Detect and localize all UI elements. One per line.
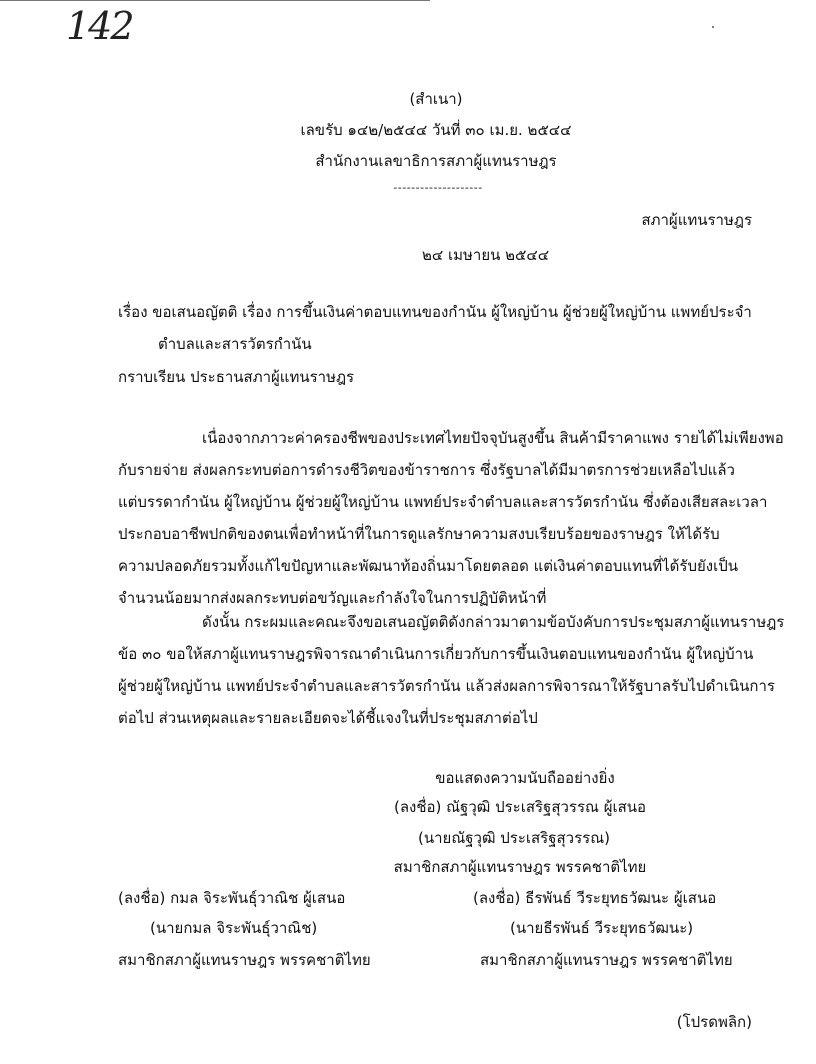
body-line-8: ข้อ ๓๐ ขอให้สภาผู้แทนราษฎรพิจารณาดำเนินการเกี่ยวกับการขึ้นเงินตอบแทนของกำนัน ผู้ใหญ่บ้าน <box>118 645 754 663</box>
header-separator: -------------------- <box>393 181 483 194</box>
signer-3-position: สมาชิกสภาผู้แทนราษฎร พรรคชาติไทย <box>480 951 733 969</box>
signer-3-name: (นายธีรพันธ์ วีระยุทธวัฒนะ) <box>510 919 694 937</box>
signer-1-signed: (ลงชื่อ) ณัฐวุฒิ ประเสริฐสุวรรณ ผู้เสนอ <box>393 798 647 816</box>
closing: ขอแสดงความนับถืออย่างยิ่ง <box>435 769 615 787</box>
signer-1-position: สมาชิกสภาผู้แทนราษฎร พรรคชาติไทย <box>393 858 647 876</box>
body-line-1: เนื่องจากภาวะค่าครองชีพของประเทศไทยปัจจุบันสูงขึ้น สินค้ามีราคาแพง รายได้ไม่เพียงพอ <box>202 429 784 447</box>
signer-2-position: สมาชิกสภาผู้แทนราษฎร พรรคชาติไทย <box>118 951 371 969</box>
secretariat-office: สำนักงานเลขาธิการสภาผู้แทนราษฎร <box>315 152 557 170</box>
please-turn-over: (โปรดพลิก) <box>676 1013 752 1031</box>
subject-line-1: เรื่อง ขอเสนอญัตติ เรื่อง การขึ้นเงินค่าตอบแทนของกำนัน ผู้ใหญ่บ้าน ผู้ช่วยผู้ใหญ่บ้าน แพทย์ประจำ <box>118 303 752 321</box>
receipt-number: เลขรับ ๑๔๒/๒๕๔๔ วันที่ ๓๐ เม.ย. ๒๕๔๔ <box>300 121 572 139</box>
body-line-9: ผู้ช่วยผู้ใหญ่บ้าน แพทย์ประจำตำบลและสารวัตรกำนัน แล้วส่งผลการพิจารณาให้รัฐบาลรับไปดำเนินการ <box>118 677 775 695</box>
body-line-4: ประกอบอาชีพปกติของตนเพื่อทำหน้าที่ในการดูแลรักษาความสงบเรียบร้อยของราษฎร ให้ได้รับ <box>118 525 720 543</box>
signer-1-name: (นายณัฐวุฒิ ประเสริฐสุวรรณ) <box>418 829 610 847</box>
body-line-10: ต่อไป ส่วนเหตุผลและรายละเอียดจะได้ชี้แจงในที่ประชุมสภาต่อไป <box>118 709 538 727</box>
signer-3-signed: (ลงชื่อ) ธีรพันธ์ วีระยุทธวัฒนะ ผู้เสนอ <box>473 889 717 907</box>
salutation: กราบเรียน ประธานสภาผู้แทนราษฎร <box>118 368 355 386</box>
body-line-3: แต่บรรดากำนัน ผู้ใหญ่บ้าน ผู้ช่วยผู้ใหญ่บ้าน แพทย์ประจำตำบลและสารวัตรกำนัน ซึ่งต้องเสียสละเวลา <box>118 493 768 511</box>
location: สภาผู้แทนราษฎร <box>641 211 752 229</box>
subject-line-2: ตำบลและสารวัตรกำนัน <box>158 335 312 353</box>
body-line-6: จำนวนน้อยมากส่งผลกระทบต่อขวัญและกำลังใจในการปฏิบัติหน้าที่ <box>118 589 547 607</box>
signer-2-name: (นายกมล จิระพันธุ์วาณิช) <box>150 919 318 937</box>
handwritten-page-number: 142 <box>66 4 133 48</box>
signer-2-signed: (ลงชื่อ) กมล จิระพันธุ์วาณิช ผู้เสนอ <box>118 889 346 907</box>
body-line-5: ความปลอดภัยรวมทั้งแก้ไขปัญหาและพัฒนาท้องถิ่นมาโดยตลอด แต่เงินค่าตอบแทนที่ได้รับยังเป็น <box>118 557 739 575</box>
top-border-line <box>0 0 430 1</box>
letter-date: ๒๔ เมษายน ๒๕๔๔ <box>422 246 550 264</box>
body-line-7: ดังนั้น กระผมและคณะจึงขอเสนอญัตติดังกล่าวมาตามข้อบังคับการประชุมสภาผู้แทนราษฎร <box>202 613 785 631</box>
copy-label: (สำเนา) <box>409 90 463 108</box>
body-line-2: กับรายจ่าย ส่งผลกระทบต่อการดำรงชีวิตของข้าราชการ ซึ่งรัฐบาลได้มีมาตรการช่วยเหลือไปแล้ว <box>118 461 735 479</box>
scan-speck <box>712 26 714 28</box>
